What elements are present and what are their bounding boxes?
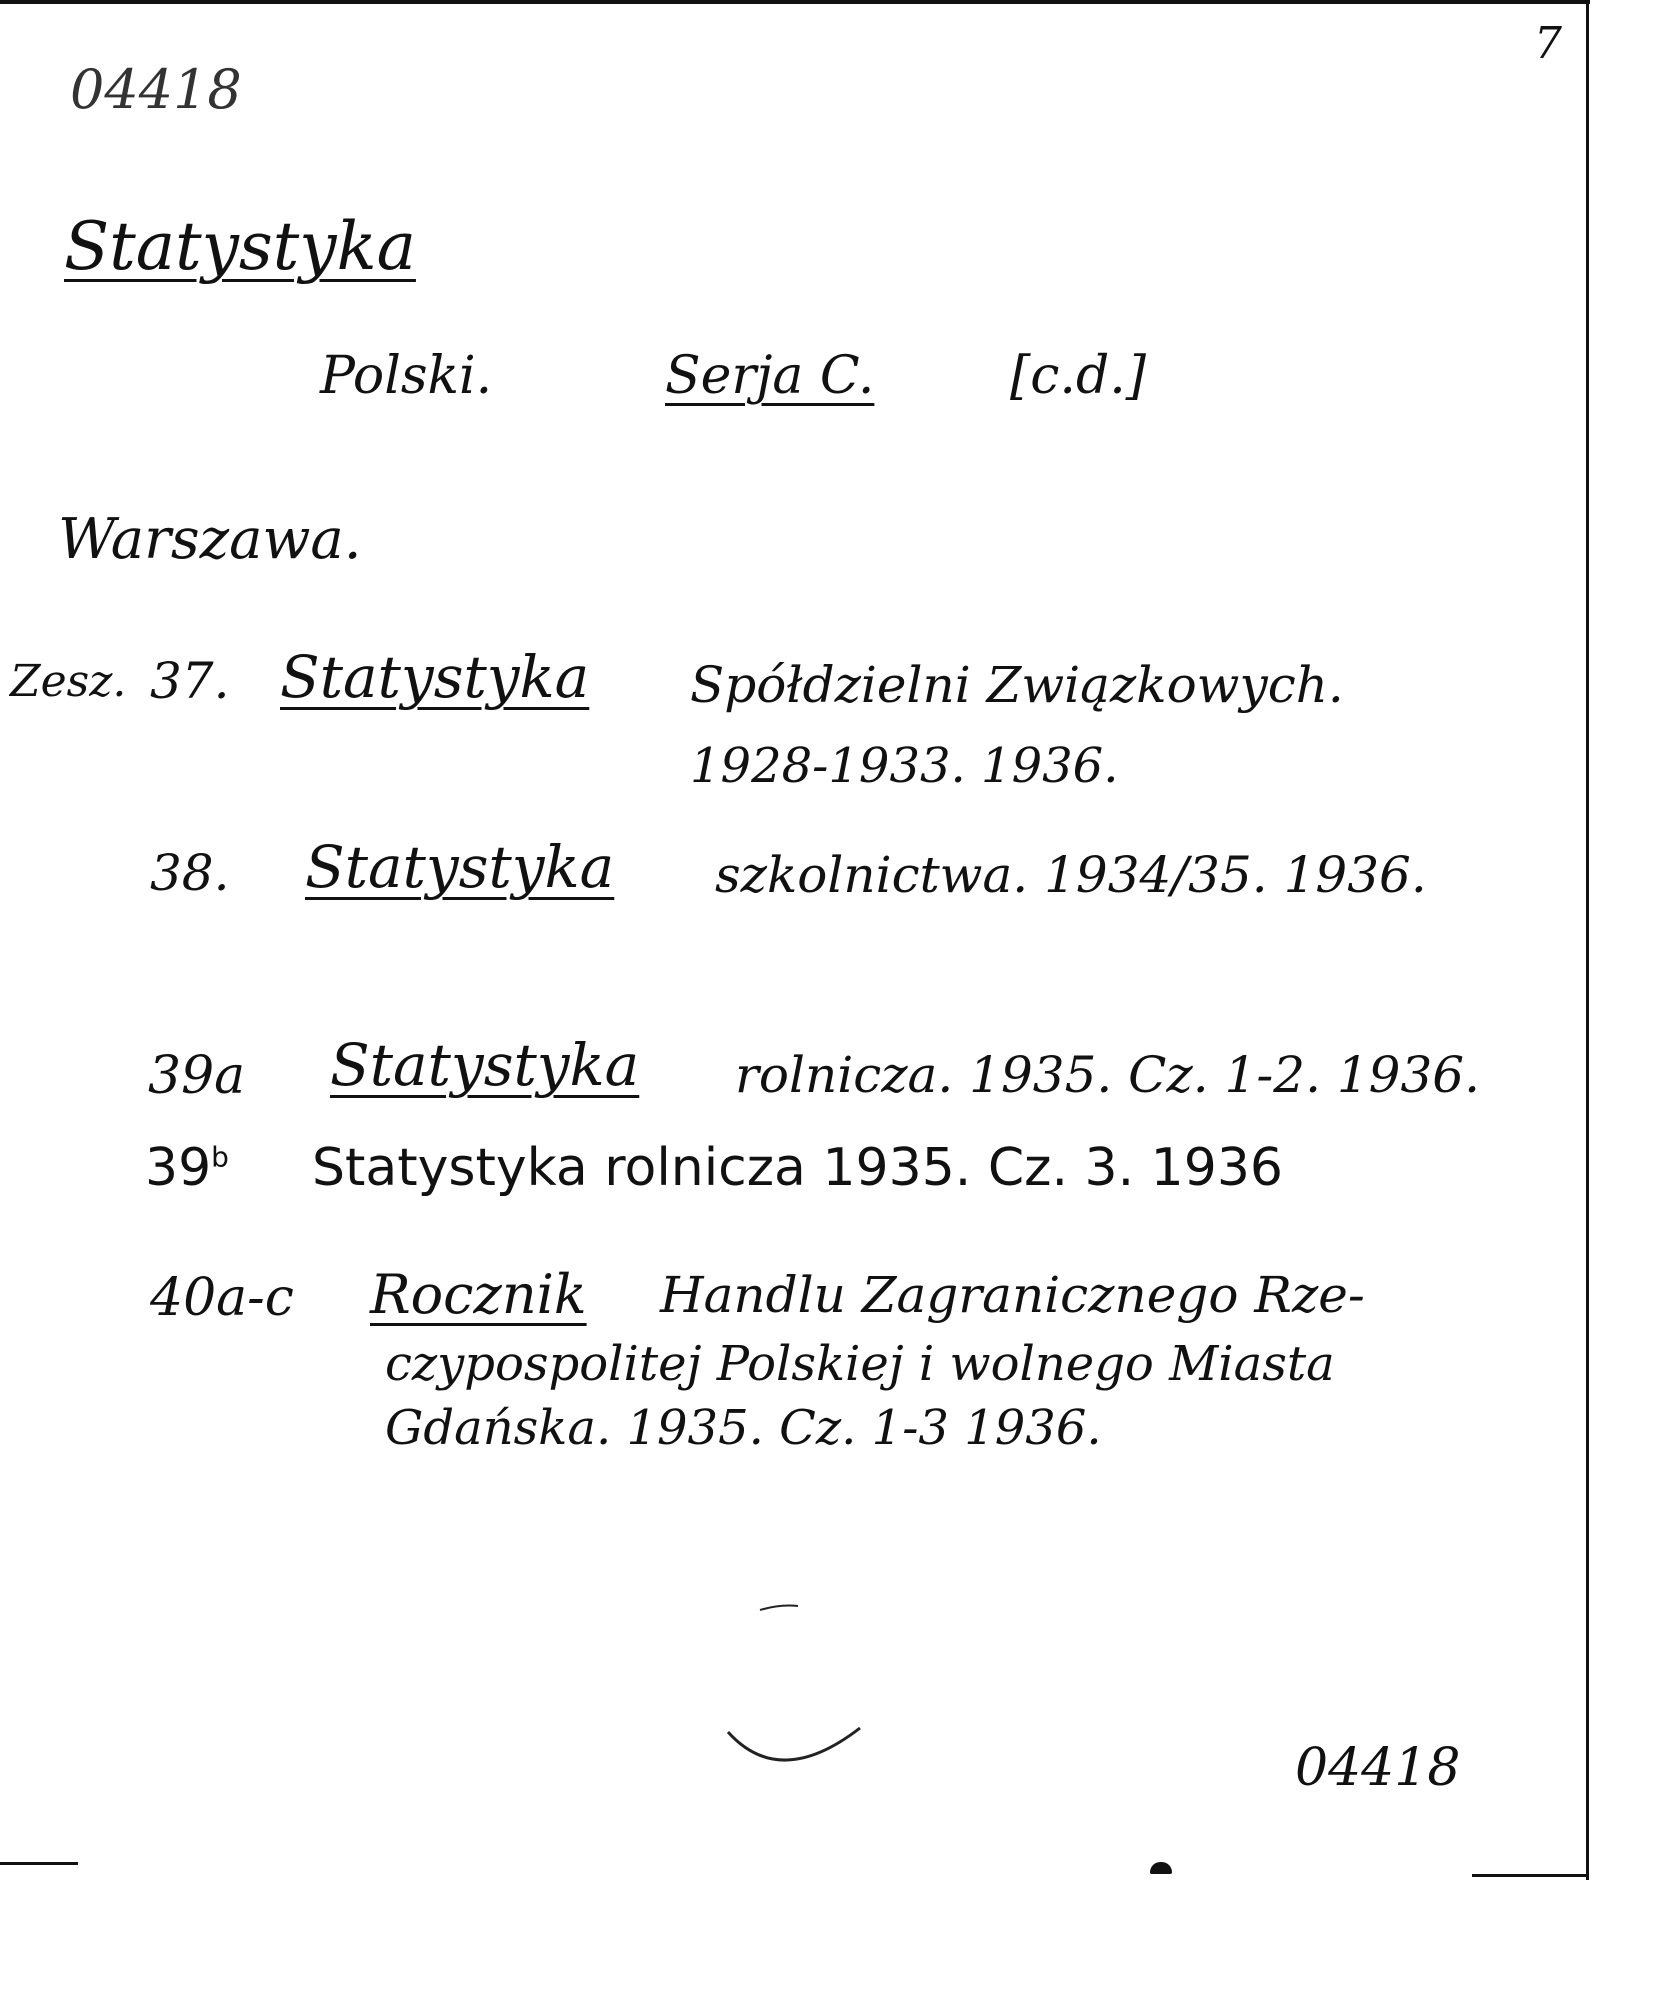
entry-37-number: 37. <box>150 652 230 710</box>
heading-subtitle: Polski. <box>320 346 493 406</box>
entry-40-number: 40a-c <box>150 1268 294 1328</box>
corner-catalog-number: 04418 <box>70 58 242 121</box>
right-border-line <box>1586 0 1589 1880</box>
punch-hole-mark <box>1150 1862 1172 1874</box>
bottom-right-line <box>1472 1874 1588 1877</box>
entry-37-dates: 1928-1933. 1936. <box>690 738 1119 794</box>
heading-series: Serja C. <box>665 346 875 406</box>
entry-38-title-rest: szkolnictwa. 1934/35. 1936. <box>715 846 1427 904</box>
entry-40-line3: Gdańska. 1935. Cz. 1-3 1936. <box>385 1400 1102 1456</box>
place-of-publication: Warszawa. <box>58 507 362 572</box>
entry-39b-number-base: 39 <box>145 1138 212 1198</box>
entry-39a-title-rest: rolnicza. 1935. Cz. 1-2. 1936. <box>735 1046 1480 1104</box>
entry-39b-title: Statystyka rolnicza 1935. Cz. 3. 1936 <box>312 1138 1283 1198</box>
entry-39b-number <box>145 1138 229 1198</box>
entry-39a-title-underlined: Statystyka <box>330 1031 640 1099</box>
bottom-catalog-number: 04418 <box>1295 1738 1461 1798</box>
heading-continuation: [c.d.] <box>1010 346 1147 406</box>
entry-40-title-underlined: Rocznik <box>370 1263 587 1326</box>
top-border-line <box>0 0 1590 4</box>
entry-37-prefix: Zesz. <box>10 656 127 707</box>
entry-39b-number-sup: b <box>211 1140 229 1174</box>
stamp-arc-mark <box>720 1600 880 1800</box>
entry-38-number: 38. <box>150 844 230 902</box>
entry-40-line2: czypospolitej Polskiej i wolnego Miasta <box>385 1336 1335 1392</box>
entry-40-title-rest: Handlu Zagranicznego Rze- <box>660 1266 1365 1324</box>
page-mark: 7 <box>1534 18 1562 69</box>
entry-39a-number: 39a <box>148 1046 246 1106</box>
bottom-left-line <box>0 1862 78 1865</box>
entry-37-title-rest: Spółdzielni Związkowych. <box>690 656 1344 714</box>
entry-37-title-underlined: Statystyka <box>280 643 590 711</box>
heading-title: Statystyka <box>64 208 416 285</box>
entry-38-title-underlined: Statystyka <box>305 833 615 901</box>
